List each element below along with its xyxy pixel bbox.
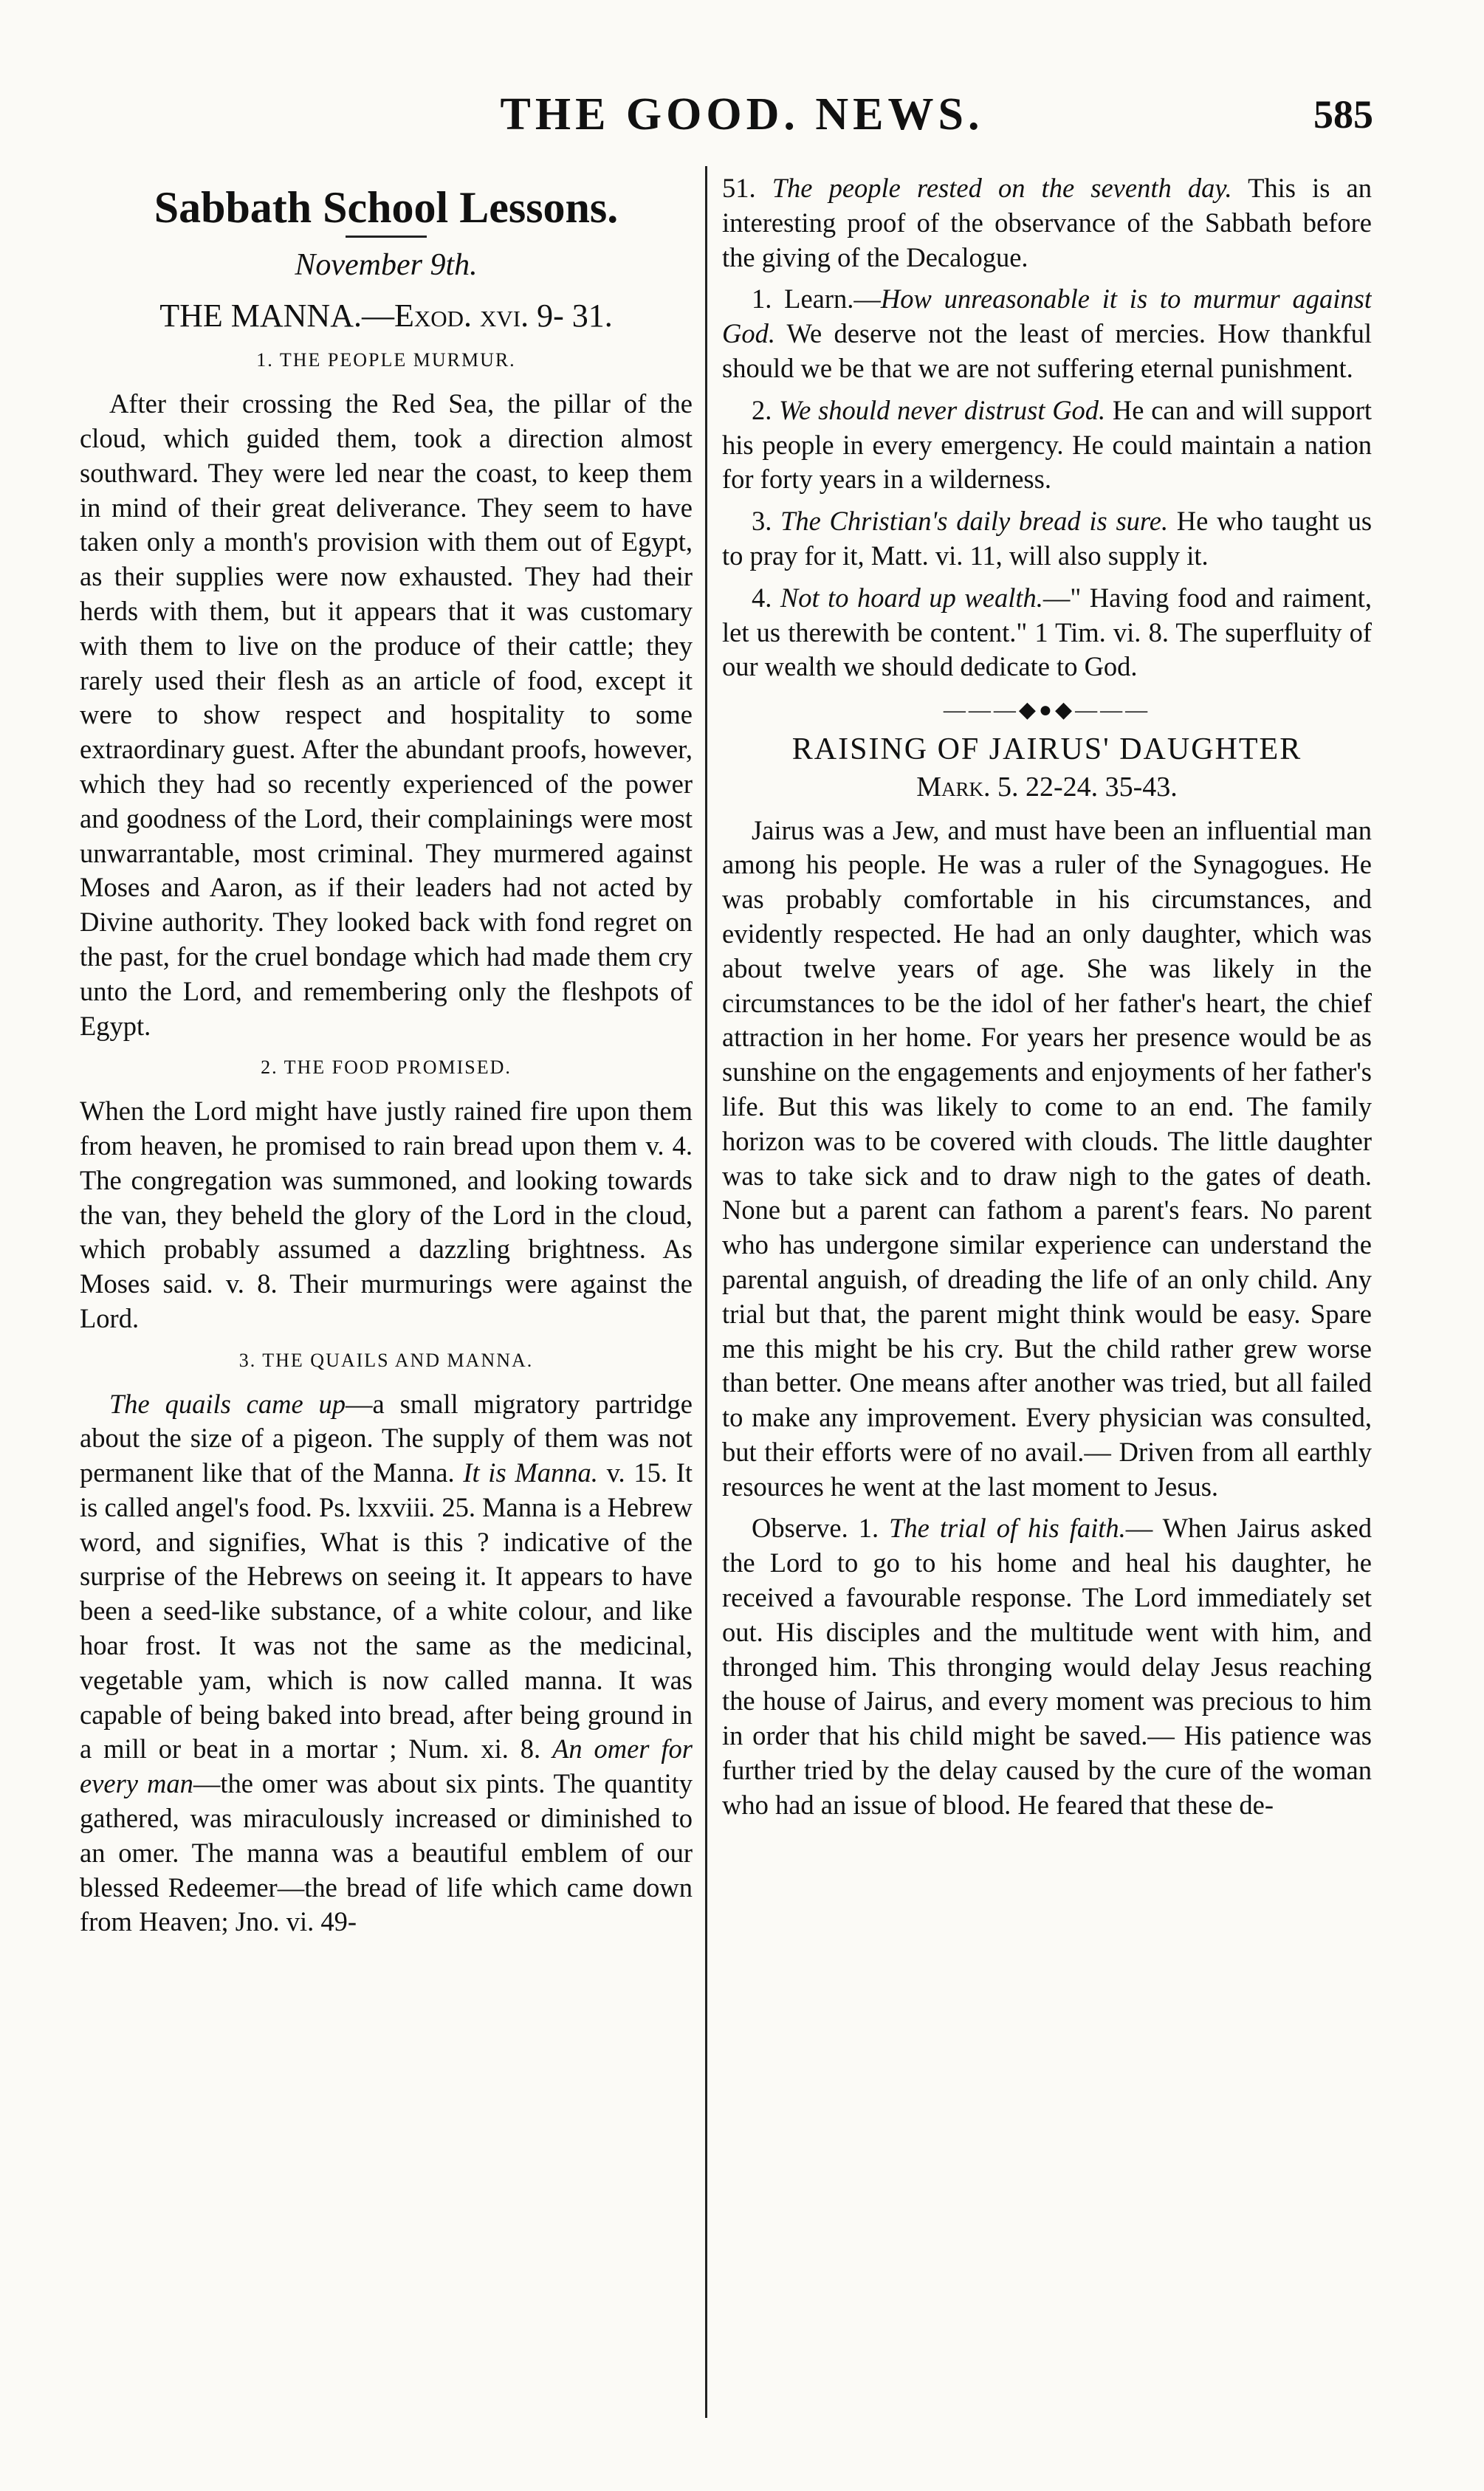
paragraph-sabbath <box>722 171 1372 275</box>
paragraph-quails-manna <box>80 1387 693 1940</box>
lesson-point-4 <box>722 581 1372 684</box>
point-2-text: He can and will support his people in every emergency. He could maintain a nation for forty years in a wilderness. <box>722 394 1372 495</box>
lesson-date: November 9th. <box>295 247 478 282</box>
subheading-people-murmur: 1. THE PEOPLE MURMUR. <box>256 349 516 371</box>
point-2-label: 2. <box>752 394 772 425</box>
story-reference: Mark. 5. 22-24. 35-43. <box>916 771 1178 803</box>
paragraph-people-murmur: After their crossing the Red Sea, the pillar of the cloud, which guided them, took a direction almost southward. They were led near the coast, to keep them in mind of their great deliverance. They seem to have taken only a month's provision with them out of Egypt, as their supplies were now exhausted. They had their herds with them, but it appears that it was customary with them to live on the produce of their cattle; they rarely used their flesh as an article of food, except it were to show respect and hospitality to some extraordinary guest. After the abundant proofs, however, which they had so recently experienced of the power and goodness of the Lord, their complainings were most unwarrantable, most criminal. They murmered against Moses and Aaron, as if their leaders had not acted by Divine authority. They looked back with fond regret on the past, for the cruel bondage which had made them cry unto the Lord, and remembering only the fleshpots of Egypt. <box>80 388 693 1041</box>
ornamental-divider: ———◆●◆——— <box>943 698 1151 723</box>
point-4-label: 4. <box>752 582 772 613</box>
emphasis-quails: The quails came up <box>109 1388 346 1419</box>
lesson-title-text: THE MANNA.— <box>159 297 394 334</box>
point-1-text: We deserve not the least of mercies. How thankful should we be that we are not suffering eternal punishment. <box>722 318 1372 383</box>
column-divider <box>705 166 707 2418</box>
point-4-emphasis: Not to hoard up wealth. <box>780 582 1043 613</box>
paragraph-food-promised: When the Lord might have justly rained fire upon them from heaven, he promised to rain bread upon them v. 4. The congregation was summoned, and looking towards the van, they beheld the glory of the Lord in the cloud, which probably assumed a dazzling brightness. As Moses said. v. 8. Their murmurings were against the Lord. <box>80 1096 693 1333</box>
point-1-label: 1. Learn.— <box>752 284 881 315</box>
right-column <box>722 171 1372 2416</box>
lesson-point-3 <box>722 504 1372 574</box>
running-title: THE GOOD. NEWS. <box>500 89 984 140</box>
page-header <box>0 89 1484 148</box>
emphasis-omer: An omer for every man <box>80 1734 693 1799</box>
emphasis-rested: The people rested on the seventh day. <box>772 173 1232 203</box>
title-underline <box>346 236 427 238</box>
page-number: 585 <box>1313 92 1373 137</box>
point-2-emphasis: We should never distrust God. <box>779 394 1106 425</box>
lesson-title <box>80 299 693 334</box>
point-3-label: 3. <box>752 506 772 537</box>
point-4-text: —" Having food and raiment, let us therewith be content." 1 Tim. vi. 8. The superfluity of our wealth we should dedicate to God. <box>722 582 1372 682</box>
lesson-reference: Exod. xvi. 9- 31. <box>394 297 613 334</box>
observe-emphasis: The trial of his faith. <box>889 1513 1126 1544</box>
point-3-text: He who taught us to pray for it, Matt. vi. 11, will also supply it. <box>722 506 1372 571</box>
paragraph-jairus: Jairus was a Jew, and must have been an influential man among his people. He was a ruler of the Synagogues. He was probably comfortable in his circumstances, and evidently respected. He had an only daughter, which was about twelve years of age. She was likely in the circumstances to be the idol of her father's heart, the chief attraction in her home. For years her presence would be as sunshine on the engagements and enjoyments of her father's life. But this was likely to come to an end. The family horizon was to be covered with clouds. The little daughter was to take sick and to draw nigh to the gates of death. None but a parent can fathom a parent's fears. No parent who has undergone similar experience can understand the parental anguish, of dreading the life of an only child. Any trial but that, the parent might think would be easy. Spare me this might be his cry. But the child rather grew worse than better. One means after another was tried, but all failed to make any improvement. Every physician was consulted, but their efforts were of no avail.— Driven from all earthly resources he went at the last moment to Jesus. <box>722 814 1372 1502</box>
left-column <box>80 171 693 2416</box>
point-1-emphasis: How unreasonable it is to murmur against God. <box>722 284 1372 349</box>
subheading-quails-manna: 3. THE QUAILS AND MANNA. <box>238 1349 534 1371</box>
subheading-food-promised: 2. THE FOOD PROMISED. <box>261 1056 512 1079</box>
emphasis-manna: It is Manna. <box>463 1457 598 1488</box>
text-omer: —the omer was about six pints. The quantity gathered, was miraculously increased or diminished to an omer. The manna was a beautiful emblem of our blessed Redeemer—the bread of life which came down from Heaven; Jno. vi. 49- <box>80 1768 693 1937</box>
text-sabbath-ref: 51. <box>722 173 756 203</box>
point-3-emphasis: The Christian's daily bread is sure. <box>780 506 1169 537</box>
section-title: Sabbath School Lessons. <box>154 183 619 232</box>
lesson-point-2 <box>722 394 1372 497</box>
observe-text: — When Jairus asked the Lord to go to his home and heal his daughter, he received a favourable response. The Lord immediately set out. His disciples and the multitude went with him, and thronged him. This thronging would delay Jesus reaching the house of Jairus, and every moment was precious to him in order that his child might be saved.— His patience was further tried by the delay caused by the cure of the woman who had an issue of blood. He feared that these de- <box>722 1513 1372 1820</box>
story-title: RAISING OF JAIRUS' DAUGHTER <box>791 732 1302 766</box>
lesson-point-1 <box>722 282 1372 385</box>
paragraph-observe <box>722 1511 1372 1822</box>
text-quails: —a small migratory partridge about the size of a pigeon. The supply of them was not permanent like that of the Manna. <box>80 1388 693 1488</box>
observe-label: Observe. 1. <box>752 1513 879 1544</box>
text-manna: v. 15. It is called angel's food. Ps. lxxviii. 25. Manna is a Hebrew word, and signifies, What is this ? indicative of the surprise of the Hebrews on seeing it. It appears to have been a seed-like substance, of a white colour, and like hoar frost. It was not the same as the medicinal, vegetable yam, which is now called manna. It was capable of being baked into bread, after being ground in a mill or beat in a mortar ; Num. xi. 8. <box>80 1457 693 1765</box>
text-sabbath: This is an interesting proof of the observance of the Sabbath before the giving of the Decalogue. <box>722 173 1372 272</box>
